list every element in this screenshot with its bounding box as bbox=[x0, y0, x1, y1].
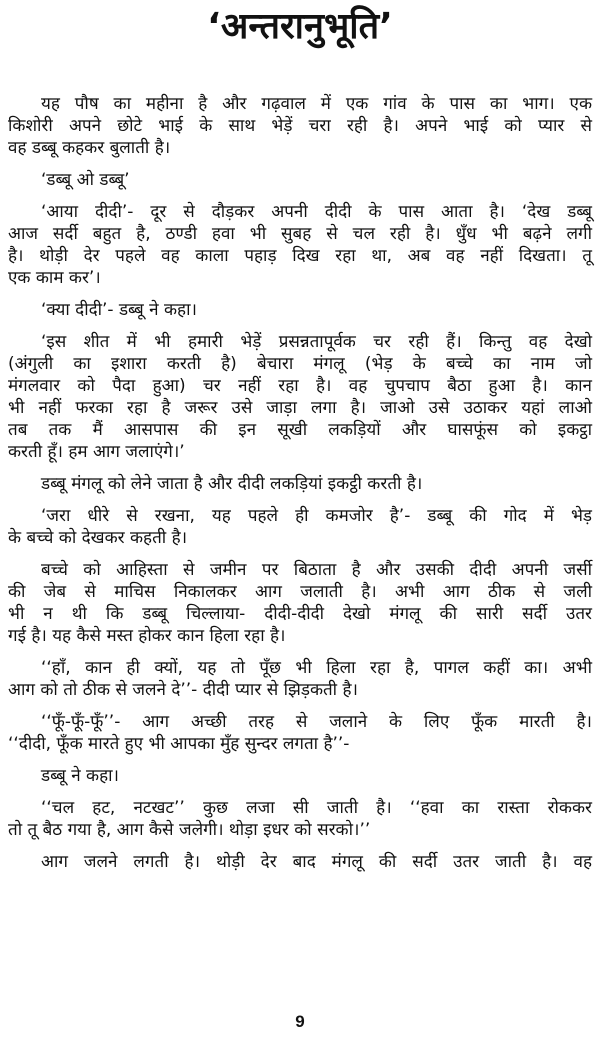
text-line: यह पौष का महीना है और गढ़वाल में एक गांव के पास का भाग। एक bbox=[41, 94, 592, 114]
paragraph bbox=[8, 93, 592, 159]
page-number: 9 bbox=[295, 1012, 305, 1031]
text-line: आग जलने लगती है। थोड़ी देर बाद मंगलू की सर्दी उतर जाती है। वह bbox=[41, 852, 592, 872]
text-line: भी नहीं फरका रहा है जरूर उसे जाड़ा लगा है। जाओ उसे उठाकर यहां लाओ bbox=[8, 398, 592, 418]
paragraph bbox=[8, 797, 592, 841]
paragraph bbox=[8, 169, 592, 191]
text-line: ‘‘हाँ, कान ही क्यों, यह तो पूँछ भी हिला रहा है, पागल कहीं का। अभी bbox=[41, 658, 592, 678]
text-line: है। थोड़ी देर पहले वह काला पहाड़ दिख रहा था, अब वह नहीं दिखता। तू bbox=[8, 246, 592, 266]
text-line: ‘जरा धीरे से रखना, यह पहले ही कमजोर है’- डब्बू की गोद में भेड़ bbox=[41, 506, 592, 526]
text-line: ‘इस शीत में भी हमारी भेड़ें प्रसन्नतापूर्वक चर रही हैं। किन्तु वह देखो bbox=[41, 332, 592, 352]
text-line: तो तू बैठ गया है, आग कैसे जलेगी। थोड़ा इधर को सरको।’’ bbox=[8, 820, 371, 840]
text-line: एक काम कर’। bbox=[8, 268, 101, 288]
text-line: के बच्चे को देखकर कहती है। bbox=[8, 528, 188, 548]
text-line: बच्चे को आहिस्ता से जमीन पर बिठाता है और उसकी दीदी अपनी जर्सी bbox=[41, 560, 592, 580]
text-line: गई है। यह कैसे मस्त होकर कान हिला रहा है। bbox=[8, 626, 286, 646]
text-line: वह डब्बू कहकर बुलाती है। bbox=[8, 138, 171, 158]
paragraph bbox=[8, 473, 592, 495]
paragraph bbox=[8, 851, 592, 873]
text-line: ‘आया दीदी’- दूर से दौड़कर अपनी दीदी के पास आता है। ‘देख डब्बू bbox=[41, 202, 592, 222]
text-line: आग को तो ठीक से जलने दे’’- दीदी प्यार से झिड़कती है। bbox=[8, 680, 358, 700]
paragraph bbox=[8, 201, 592, 289]
text-line: भी न थी कि डब्बू चिल्लाया- दीदी-दीदी देखो मंगलू की सारी सर्दी उतर bbox=[8, 604, 592, 624]
paragraph bbox=[8, 657, 592, 701]
text-line: ‘डब्बू ओ डब्बू’ bbox=[41, 170, 130, 190]
paragraph bbox=[8, 559, 592, 647]
text-line: ‘‘फूँ-फूँ-फूँ’’- आग अच्छी तरह से जलाने के लिए फूँक मारती है। bbox=[41, 712, 592, 732]
text-line: डब्बू ने कहा। bbox=[41, 766, 119, 786]
paragraph bbox=[8, 711, 592, 755]
text-line: की जेब से माचिस निकालकर आग जलाती है। अभी आग ठीक से जली bbox=[8, 582, 592, 602]
paragraph bbox=[8, 765, 592, 787]
paragraph bbox=[8, 331, 592, 463]
text-line: डब्बू मंगलू को लेने जाता है और दीदी लकड़ियां इकट्ठी करती है। bbox=[41, 474, 423, 494]
text-line: मंगलवार को पैदा हुआ) चर नहीं रहा है। वह चुपचाप बैठा हुआ है। कान bbox=[8, 376, 592, 396]
text-line: ‘‘चल हट, नटखट’’ कुछ लजा सी जाती है। ‘‘हवा का रास्ता रोककर bbox=[41, 798, 592, 818]
body-text bbox=[8, 93, 592, 873]
paragraph bbox=[8, 299, 592, 321]
text-line: ‘‘दीदी, फूँक मारते हुए भी आपका मुँह सुन्दर लगता है’’- bbox=[8, 734, 350, 754]
paragraph bbox=[8, 505, 592, 549]
chapter-title: ‘अन्तरानुभूति’ bbox=[207, 6, 393, 47]
text-line: (अंगुली का इशारा करती है) बेचारा मंगलू (भेड़ के बच्चे का नाम जो bbox=[8, 354, 592, 374]
text-line: ‘क्या दीदी’- डब्बू ने कहा। bbox=[41, 300, 197, 320]
text-line: करती हूँ। हम आग जलाएंगे।’ bbox=[8, 442, 185, 462]
text-line: किशोरी अपने छोटे भाई के साथ भेड़ें चरा रही है। अपने भाई को प्यार से bbox=[8, 116, 592, 136]
text-line: आज सर्दी बहुत है, ठण्डी हवा भी सुबह से चल रही है। धुँध भी बढ़ने लगी bbox=[8, 224, 592, 244]
text-line: तब तक मैं आसपास की इन सूखी लकड़ियों और घासफूंस को इकट्ठा bbox=[8, 420, 592, 440]
